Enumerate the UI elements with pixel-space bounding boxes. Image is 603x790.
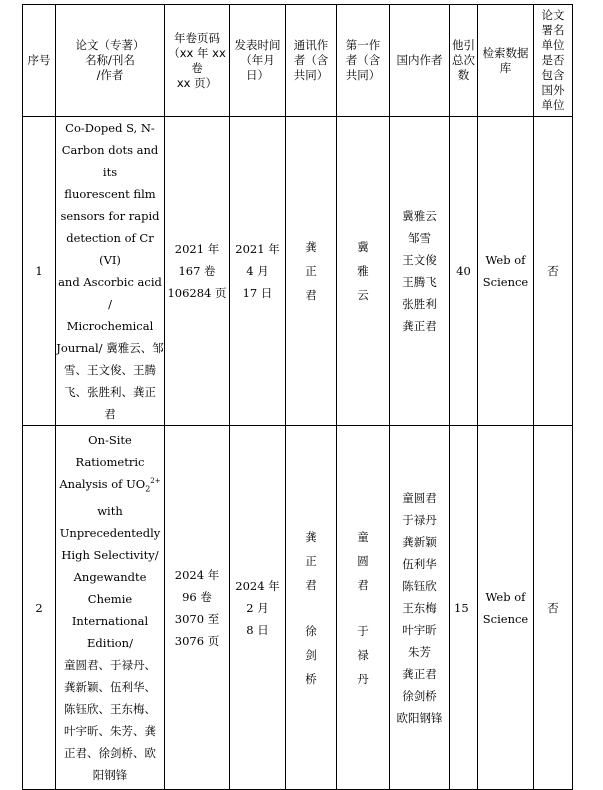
header-seq: 序号 bbox=[23, 5, 56, 117]
cell-first-author: 童 圆 君 于 禄 丹 bbox=[337, 426, 390, 790]
cell-domestic: 童圆君 于禄丹 龚新颖 伍利华 陈钰欣 王东梅 叶宇昕 朱芳 龚正君 徐剑桥 欧阳钢锋 bbox=[390, 426, 450, 790]
cell-corresponding: 龚 正 君 徐 剑 桥 bbox=[286, 426, 337, 790]
header-database: 检索数据 库 bbox=[478, 5, 534, 117]
cell-date: 2021 年 4 月 17 日 bbox=[230, 117, 286, 426]
table-row bbox=[23, 117, 573, 426]
cell-paper: Co-Doped S, N- Carbon dots and its fluorescent film sensors for rapid detection of Cr (VI) and Ascorbic acid / Microchemical Journal/ 冀雅云、邹 雪、王文俊、王腾 飞、张胜利、龚正 君 bbox=[56, 117, 165, 426]
header-corresponding: 通讯作 者（含 共同） bbox=[286, 5, 337, 117]
header-volume: 年卷页码 （xx 年 xx 卷 xx 页） bbox=[165, 5, 230, 117]
cell-seq: 1 bbox=[23, 117, 56, 426]
cell-citations: 40 bbox=[450, 117, 478, 426]
cell-paper: On-Site Ratiometric Analysis of $UO_2^{2+}$ with Unprecedentedly High Selectivity/ Angewandte Chemie International Edition/ 童圆君、于禄丹、 龚新颖、伍利华、 陈钰欣、王东梅、 叶宇昕、朱芳、龚 正君、徐剑桥、欧 阳钢锋 bbox=[56, 426, 165, 790]
cell-foreign: 否 bbox=[534, 117, 573, 426]
cell-seq: 2 bbox=[23, 426, 56, 790]
cell-first-author: 冀 雅 云 bbox=[337, 117, 390, 426]
cell-volume: 2024 年 96 卷 3070 至 3076 页 bbox=[165, 426, 230, 790]
header-paper: 论文（专著） 名称/刊名 /作者 bbox=[56, 5, 165, 117]
cell-database: Web of Science bbox=[478, 117, 534, 426]
cell-domestic: 冀雅云 邹雪 王文俊 王腾飞 张胜利 龚正君 bbox=[390, 117, 450, 426]
header-citations: 他引 总次 数 bbox=[450, 5, 478, 117]
cell-database: Web of Science bbox=[478, 426, 534, 790]
formula-line: Analysis of $UO_2^{2+}$ bbox=[59, 476, 161, 494]
paper-table bbox=[22, 4, 573, 790]
header-first-author: 第一作 者（含 共同） bbox=[337, 5, 390, 117]
header-date: 发表时间 （年月 日） bbox=[230, 5, 286, 117]
cell-foreign: 否 bbox=[534, 426, 573, 790]
cell-citations: 15 bbox=[450, 426, 478, 790]
header-row bbox=[23, 5, 573, 117]
table-row bbox=[23, 426, 573, 790]
cell-volume: 2021 年 167 卷 106284 页 bbox=[165, 117, 230, 426]
cell-date: 2024 年 2 月 8 日 bbox=[230, 426, 286, 790]
header-foreign: 论文 署名 单位 是否 包含 国外 单位 bbox=[534, 5, 573, 117]
header-domestic: 国内作者 bbox=[390, 5, 450, 117]
cell-corresponding: 龚 正 君 bbox=[286, 117, 337, 426]
